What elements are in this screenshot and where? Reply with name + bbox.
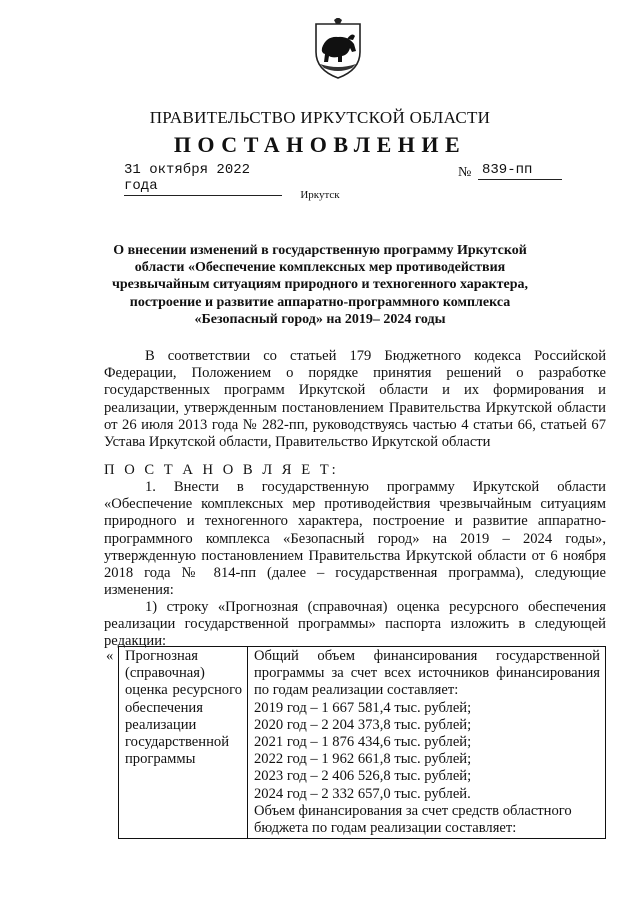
financing-intro: Общий объем финансирования государственной программы за счет всех источников финансирования по годам реализации составляет: (254, 648, 600, 699)
row-title-line: Прогнозная (125, 648, 198, 664)
row-title-line: оценка ресурсного (125, 682, 242, 699)
decree-subject: О внесении изменений в государственную программу Иркутской области «Обеспечение комплексных мер противодействия чрезвычайным ситуациям природного и техногенного характера, построение и развитие аппаратно-программного комплекса «Безопасный город» на 2019– 2024 годы (111, 243, 528, 327)
city-name: Иркутск (300, 189, 340, 201)
financing-year-line: 2022 год – 1 962 661,8 тыс. рублей; (254, 751, 472, 768)
passport-resource-table (118, 646, 606, 839)
financing-year-line: 2024 год – 2 332 657,0 тыс. рублей. (254, 785, 471, 802)
decree-number: 839-пп (478, 162, 562, 180)
number-sign: № (458, 165, 472, 180)
document-type-title: ПОСТАНОВЛЕНИЕ (173, 132, 467, 157)
row-title-line: обеспечения (125, 699, 203, 716)
regional-budget-intro: Объем финансирования за счет средств областного бюджета по годам реализации составляет: (254, 802, 572, 837)
financing-year-line: 2019 год – 1 667 581,4 тыс. рублей; (254, 699, 472, 716)
financing-year-line: 2020 год – 2 204 373,8 тыс. рублей; (254, 716, 472, 733)
row-title-line: реализации (125, 716, 197, 733)
decree-date: 31 октября 2022 года (124, 162, 282, 196)
financing-year-line: 2021 год – 1 876 434,6 тыс. рублей; (254, 734, 472, 751)
financing-year-line: 2023 год – 2 406 526,8 тыс. рублей; (254, 768, 472, 785)
item-1-paragraph: 1. Внести в государственную программу Иркутской области «Обеспечение комплексных мер противодействия чрезвычайным ситуациям природного и техногенного характера, построение и развитие аппаратно-программного комплекса «Безопасный город» на 2019 – 2024 годы», утвержденную постановлением Правительства Иркутской области от 6 ноября 2018 года № 814-пп (далее – государственная программа), следующие изменения: (104, 479, 606, 599)
resolves-heading: П О С Т А Н О В Л Я Е Т: (104, 462, 339, 478)
table-row (119, 647, 606, 839)
row-title-line: (справочная) (125, 665, 205, 682)
preamble-paragraph: В соответствии со статьей 179 Бюджетного кодекса Российской Федерации, Положением о порядке принятия решений о разработке государственных программ Иркутской области и их формирования и реализации, утвержденным постановлением Правительства Иркутской области от 26 июля 2013 года № 282-пп, руководствуясь частью 4 статьи 66, статьей 67 Устава Иркутской области, Правительство Иркутской области (104, 348, 606, 451)
row-content-cell (248, 647, 606, 839)
item-1-1-paragraph: 1) строку «Прогнозная (справочная) оценка ресурсного обеспечения реализации государственной программы» паспорта изложить в следующей редакции: (104, 599, 606, 650)
row-title-line: программы (125, 751, 196, 768)
government-name: ПРАВИТЕЛЬСТВО ИРКУТСКОЙ ОБЛАСТИ (149, 108, 491, 127)
table-open-quote: « (106, 648, 114, 664)
coat-of-arms-emblem (312, 18, 364, 80)
row-title-cell (119, 647, 248, 839)
row-title-line: государственной (125, 734, 230, 751)
